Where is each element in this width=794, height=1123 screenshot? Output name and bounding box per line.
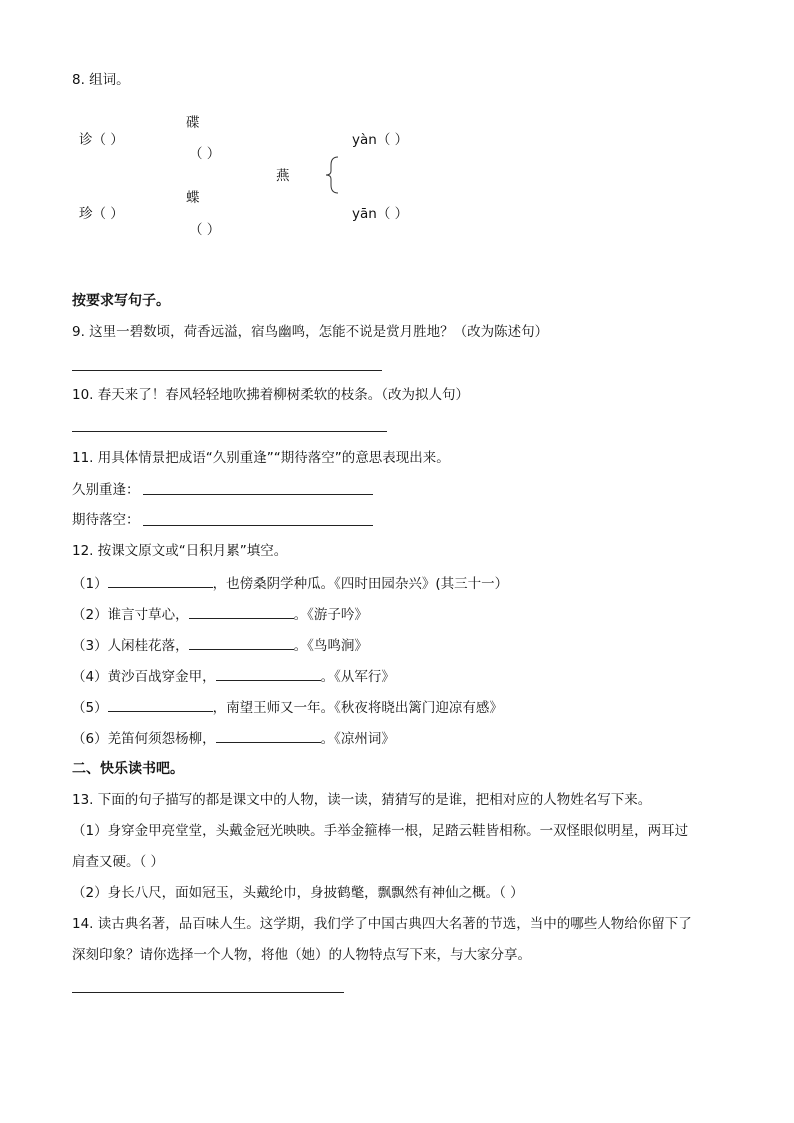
q8-yan-char: 燕 [276,168,290,184]
q12-text: 12. 按课文原文或“日积月累”填空。 [72,543,288,559]
q12-item: （6）羌笛何须怨杨柳， 。《凉州词》 [72,728,395,748]
q8-die2-blank[interactable]: （ ） [189,222,221,238]
q8-brace [322,155,342,195]
q13-p1-line2[interactable]: 肩查又硬。（ ） [72,854,165,870]
q8-yan1-blank[interactable]: yān（ ） [352,206,409,222]
q11-b-label: 期待落空： [72,512,140,528]
section2-title: 二、快乐读书吧。 [72,761,184,777]
q13-p1-line1: （1）身穿金甲亮堂堂，头戴金冠光映映。手举金箍棒一根，足踏云鞋皆相称。一双怪眼似明星，两耳过 [72,823,689,839]
q11-b-line[interactable] [143,525,373,526]
q12-blank[interactable] [108,573,213,588]
q11-a-label: 久别重逢： [72,482,140,498]
q14-line2: 深刻印象？请你选择一个人物，将他（她）的人物特点写下来，与大家分享。 [72,947,531,963]
q12-item: （1） ，也傍桑阴学种瓜。《四时田园杂兴》(其三十一） [72,573,508,593]
q13-p2[interactable]: （2）身长八尺，面如冠玉，头戴纶巾，身披鹤氅，飘飘然有神仙之概。（ ） [72,885,524,901]
q12-item: （4）黄沙百战穿金甲， 。《从军行》 [72,666,395,686]
q12-item: （3）人闲桂花落， 。《鸟鸣涧》 [72,635,368,655]
q8-yan4-blank[interactable]: yàn（ ） [352,132,409,148]
q8-die1-blank[interactable]: （ ） [189,146,221,162]
q12-blank[interactable] [216,666,321,681]
q11-a-line[interactable] [143,494,373,495]
q10-answer-line[interactable] [72,431,387,432]
q8-zhen2-blank[interactable]: 珍（ ） [79,206,124,222]
q14-answer-line[interactable] [72,992,344,993]
section1-title: 按要求写句子。 [72,293,170,309]
q9-answer-line[interactable] [72,370,382,371]
q12-blank[interactable] [189,604,294,619]
q8-die1-char: 碟 [186,115,200,131]
q12-blank[interactable] [189,635,294,650]
q10-text: 10. 春天来了！春风轻轻地吹拂着柳树柔软的枝条。（改为拟人句） [72,387,470,403]
q11-text: 11. 用具体情景把成语“久别重逢”“期待落空”的意思表现出来。 [72,450,450,466]
q8-zhen-blank[interactable]: 诊（ ） [79,132,124,148]
q8-title: 8. 组词。 [72,72,130,88]
q12-item: （2）谁言寸草心， 。《游子吟》 [72,604,368,624]
q12-blank[interactable] [108,697,213,712]
q12-blank[interactable] [216,728,321,743]
q12-item: （5） ，南望王师又一年。《秋夜将晓出篱门迎凉有感》 [72,697,503,717]
q9-text: 9. 这里一碧数顷，荷香远溢，宿鸟幽鸣，怎能不说是赏月胜地？（改为陈述句） [72,324,549,340]
q13-text: 13. 下面的句子描写的都是课文中的人物，读一读，猜猜写的是谁，把相对应的人物姓名写下来。 [72,792,652,808]
q14-line1: 14. 读古典名著，品百味人生。这学期，我们学了中国古典四大名著的节选，当中的哪些人物给你留下了 [72,916,692,932]
q8-die2-char: 蝶 [186,190,200,206]
